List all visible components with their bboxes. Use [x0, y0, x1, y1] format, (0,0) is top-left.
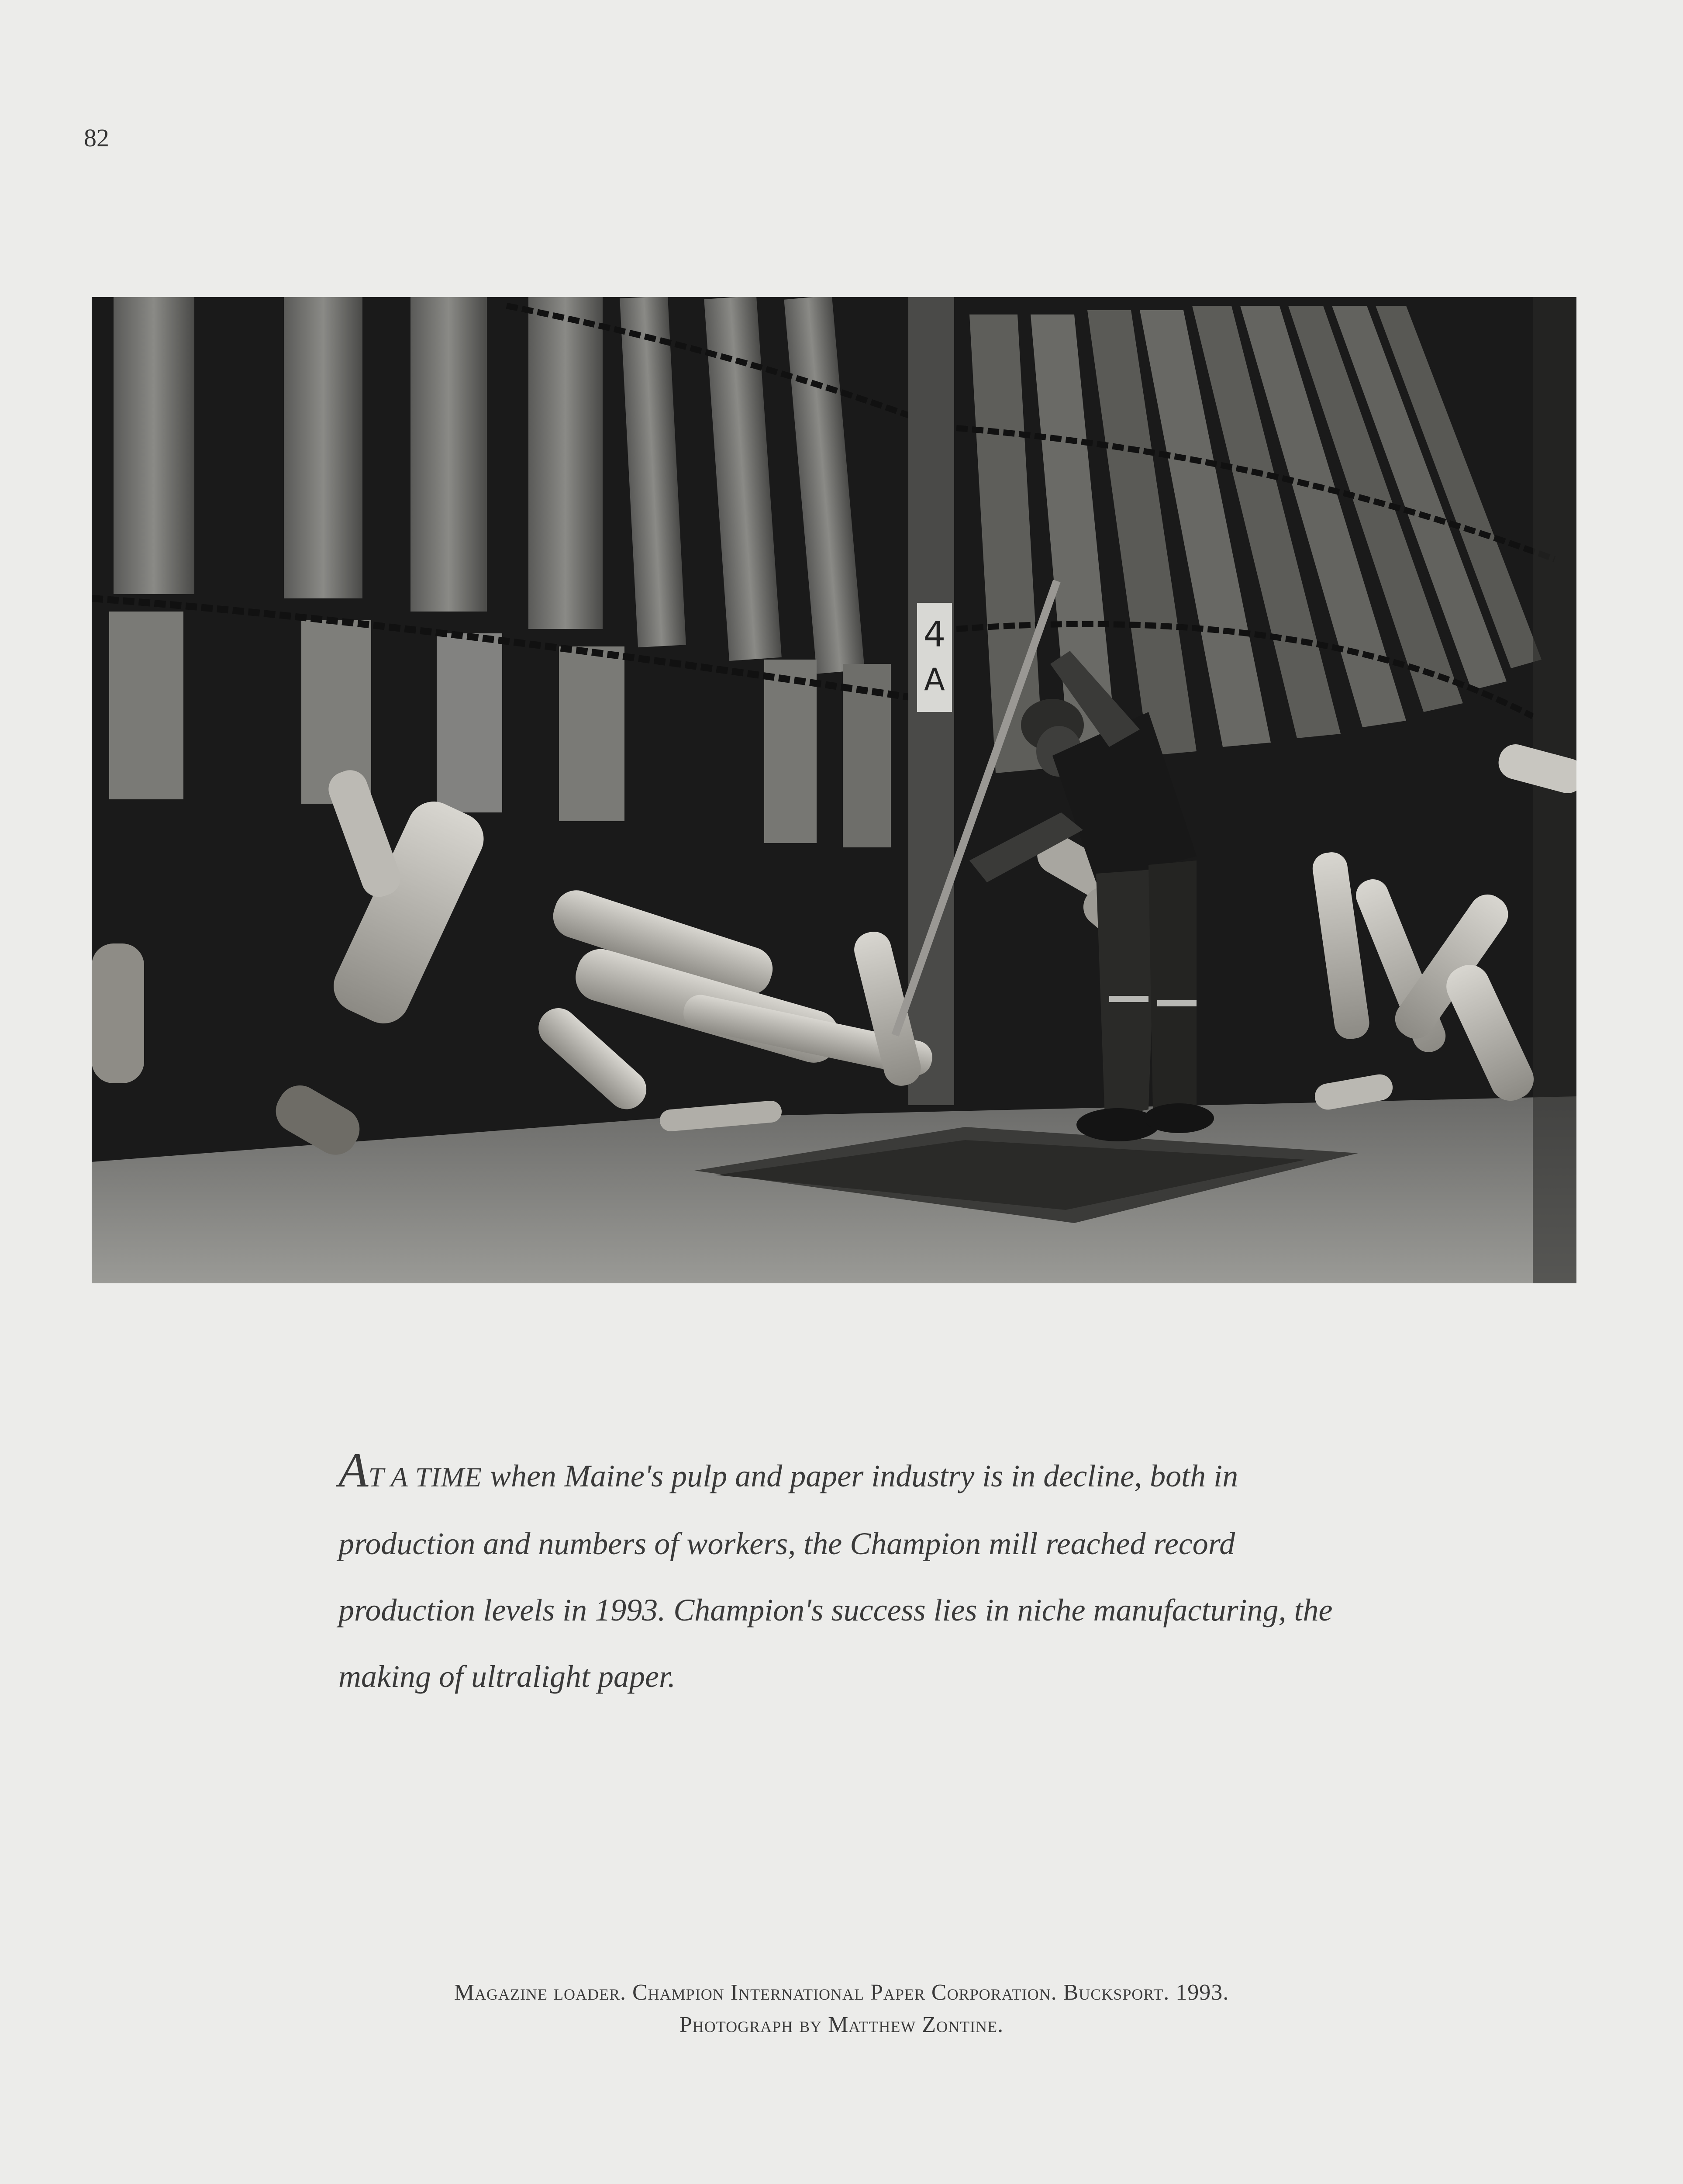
page-number: 82 — [84, 124, 109, 152]
caption-body: when Maine's pulp and paper industry is in decline, both in production and numbers of workers, the Champion mill reached record production levels in 1993. Champion's success lies in niche manufacturing, the making of ultralight paper. — [338, 1458, 1333, 1694]
caption-lead-words: T A TIME — [368, 1462, 482, 1493]
photo-credit — [0, 1977, 1683, 2041]
sign-number: 4 — [923, 614, 946, 655]
caption-drop-letter: A — [338, 1443, 369, 1497]
credit-line-title: Magazine loader. Champion International Paper Corporation. Bucksport. 1993. — [454, 1980, 1229, 2005]
sign-letter: A — [924, 662, 945, 698]
credit-line-photographer: Photograph by Matthew Zontine. — [679, 2012, 1004, 2037]
magazine-loader-photograph — [92, 297, 1576, 1283]
photo-caption — [338, 1437, 1360, 1710]
